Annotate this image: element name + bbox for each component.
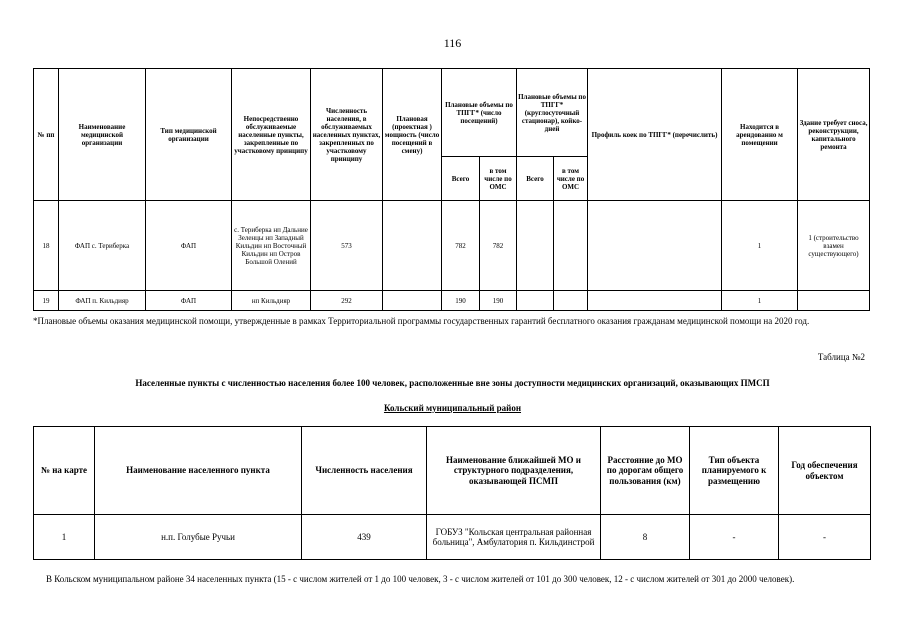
facilities-table xyxy=(33,68,870,311)
cell-served-points: нп Кильдияр xyxy=(232,291,311,311)
col-header-year: Год обеспечения объектом xyxy=(779,427,871,515)
col-header-name: Наименование медицинской организации xyxy=(59,69,146,201)
district-summary: В Кольском муниципальном районе 34 населенных пункта (15 - с числом жителей от 1 до 100 человек, 3 - с числом жителей от 101 до 300 человек, 12 - с числом жителей от 301 до 2000 человек). xyxy=(46,574,795,584)
col-header-object-type: Тип объекта планируемого к размещению xyxy=(690,427,779,515)
col-header-settlement: Наименование населенного пункта xyxy=(95,427,302,515)
cell-name: ФАП с. Териберка xyxy=(59,201,146,291)
cell-rented: 1 xyxy=(722,291,798,311)
col-header-distance: Расстояние до МО по дорогам общего пользования (км) xyxy=(601,427,690,515)
cell-name: ФАП п. Кильдияр xyxy=(59,291,146,311)
cell-visits-oms: 782 xyxy=(480,201,517,291)
table-row xyxy=(34,201,870,291)
cell-population: 573 xyxy=(311,201,383,291)
col-header-population: Численность населения, в обслуживаемых населенных пунктах, закрепленных по участковому принципу xyxy=(311,69,383,201)
col-header-type: Тип медицинской организации xyxy=(146,69,232,201)
col-header-nearest-mo: Наименование ближайшей МО и структурного подразделения, оказывающей ПСМП xyxy=(427,427,601,515)
cell-profile xyxy=(588,291,722,311)
section-heading: Населенные пункты с численностью населения более 100 человек, расположенные вне зоны доступности медицинских организаций, оказывающих ПМСП xyxy=(135,378,770,388)
cell-settlement: н.п. Голубые Ручьи xyxy=(95,515,302,560)
page-number: 116 xyxy=(443,36,462,50)
table-number: Таблица №2 xyxy=(817,352,865,362)
settlements-table xyxy=(33,426,871,560)
cell-beds-oms xyxy=(554,291,588,311)
col-header-profile: Профиль коек по ТПГГ* (перечислить) xyxy=(588,69,722,201)
district-title: Кольский муниципальный район xyxy=(383,403,522,413)
col-header-planned-visits: Плановые объемы по ТПГГ* (число посещений) xyxy=(442,69,517,157)
col-header-beds-total: Всего xyxy=(517,157,554,201)
cell-distance: 8 xyxy=(601,515,690,560)
table-row xyxy=(34,291,870,311)
col-header-population: Численность населения xyxy=(302,427,427,515)
cell-object-type: - xyxy=(690,515,779,560)
table-row xyxy=(34,515,871,560)
col-header-map-num: № на карте xyxy=(34,427,95,515)
cell-year: - xyxy=(779,515,871,560)
cell-served-points: с. Териберка нп Дальние Зеленцы нп Западный Кильдин нп Восточный Кильдин нп Остров Большой Олений xyxy=(232,201,311,291)
col-header-planned-capacity: Плановая (проектная ) мощность (число посещений в смену) xyxy=(383,69,442,201)
cell-type: ФАП xyxy=(146,291,232,311)
cell-rebuild: 1 (строительство взамен существующего) xyxy=(798,201,870,291)
cell-visits-oms: 190 xyxy=(480,291,517,311)
cell-nearest-mo: ГОБУЗ "Кольская центральная районная больница", Амбулатория п. Кильдинстрой xyxy=(427,515,601,560)
col-header-visits-total: Всего xyxy=(442,157,480,201)
cell-capacity xyxy=(383,291,442,311)
cell-rebuild xyxy=(798,291,870,311)
col-header-served-points: Непосредственно обслуживаемые населенные пункты, закрепленные по участковому принципу xyxy=(232,69,311,201)
cell-beds-oms xyxy=(554,201,588,291)
cell-visits-total: 782 xyxy=(442,201,480,291)
col-header-rebuild: Здание требует сноса, реконструкции, капитального ремонта xyxy=(798,69,870,201)
cell-population: 439 xyxy=(302,515,427,560)
col-header-visits-oms: в том числе по ОМС xyxy=(480,157,517,201)
col-header-rented: Находится в арендованно м помещении xyxy=(722,69,798,201)
cell-beds-total xyxy=(517,201,554,291)
cell-map-num: 1 xyxy=(34,515,95,560)
cell-num: 19 xyxy=(34,291,59,311)
cell-beds-total xyxy=(517,291,554,311)
col-header-planned-beds: Плановые объемы по ТПГГ* (круглосуточный стационар), койко-дней xyxy=(517,69,588,157)
cell-type: ФАП xyxy=(146,201,232,291)
cell-num: 18 xyxy=(34,201,59,291)
cell-population: 292 xyxy=(311,291,383,311)
cell-profile xyxy=(588,201,722,291)
col-header-num: № пп xyxy=(34,69,59,201)
footnote: *Плановые объемы оказания медицинской помощи, утвержденные в рамках Территориальной программы государственных гарантий бесплатного оказания гражданам медицинской помощи на 2020 год. xyxy=(33,316,810,326)
cell-rented: 1 xyxy=(722,201,798,291)
cell-capacity xyxy=(383,201,442,291)
col-header-beds-oms: в том числе по ОМС xyxy=(554,157,588,201)
cell-visits-total: 190 xyxy=(442,291,480,311)
